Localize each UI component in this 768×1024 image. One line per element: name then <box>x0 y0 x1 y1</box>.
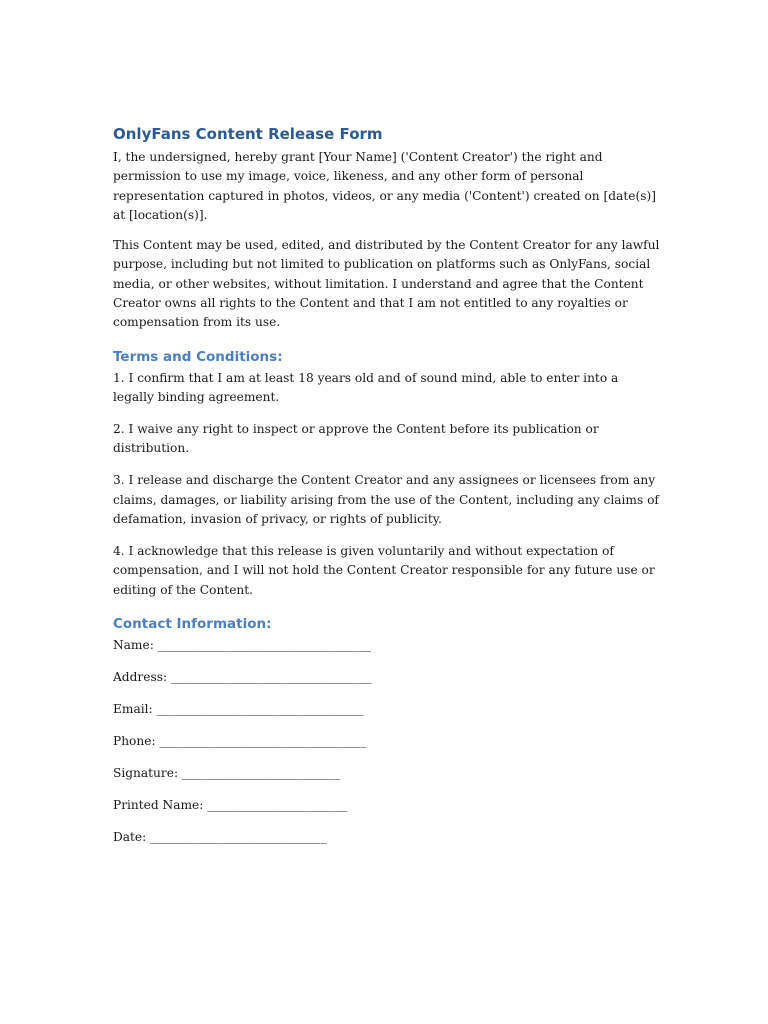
email-field: Email: __________________________________ <box>113 702 364 717</box>
document-title: OnlyFans Content Release Form <box>113 125 383 143</box>
term-item-age: 1. I confirm that I am at least 18 years old and of sound mind, able to enter into a legally binding agreement. <box>113 370 619 404</box>
signature-field: Signature: __________________________ <box>113 766 341 781</box>
term-item-release: 3. I release and discharge the Content Creator and any assignees or licensees from any claims, damages, or liability arising from the use of the Content, including any claims of defamation, invasion of privacy, or rights of publicity. <box>113 473 659 527</box>
contact-heading: Contact Information: <box>113 616 272 633</box>
date-field: Date: _____________________________ <box>113 830 327 845</box>
release-form-page <box>113 124 661 860</box>
printed-name-field: Printed Name: _______________________ <box>113 798 348 813</box>
intro-paragraph-usage: This Content may be used, edited, and distributed by the Content Creator for any lawful purpose, including but not limited to publication on platforms such as OnlyFans, social media, or other websites, without limitation. I understand and agree that the Content Creator owns all rights to the Content and that I am not entitled to any royalties or compensation from its use. <box>113 238 660 330</box>
phone-field: Phone: __________________________________ <box>113 734 367 749</box>
intro-paragraph-grant: I, the undersigned, hereby grant [Your Name] ('Content Creator') the right and permission to use my image, voice, likeness, and any other form of personal representation captured in photos, videos, or any media ('Content') created on [date(s)] at [location(s)]. <box>113 150 656 222</box>
name-field: Name: ___________________________________ <box>113 638 371 653</box>
term-item-waiver: 2. I waive any right to inspect or approve the Content before its publication or distribution. <box>113 422 599 456</box>
term-item-acknowledgement: 4. I acknowledge that this release is given voluntarily and without expectation of compensation, and I will not hold the Content Creator responsible for any future use or editing of the Content. <box>113 544 655 597</box>
terms-heading: Terms and Conditions: <box>113 348 283 365</box>
address-field: Address: _________________________________ <box>113 670 373 685</box>
